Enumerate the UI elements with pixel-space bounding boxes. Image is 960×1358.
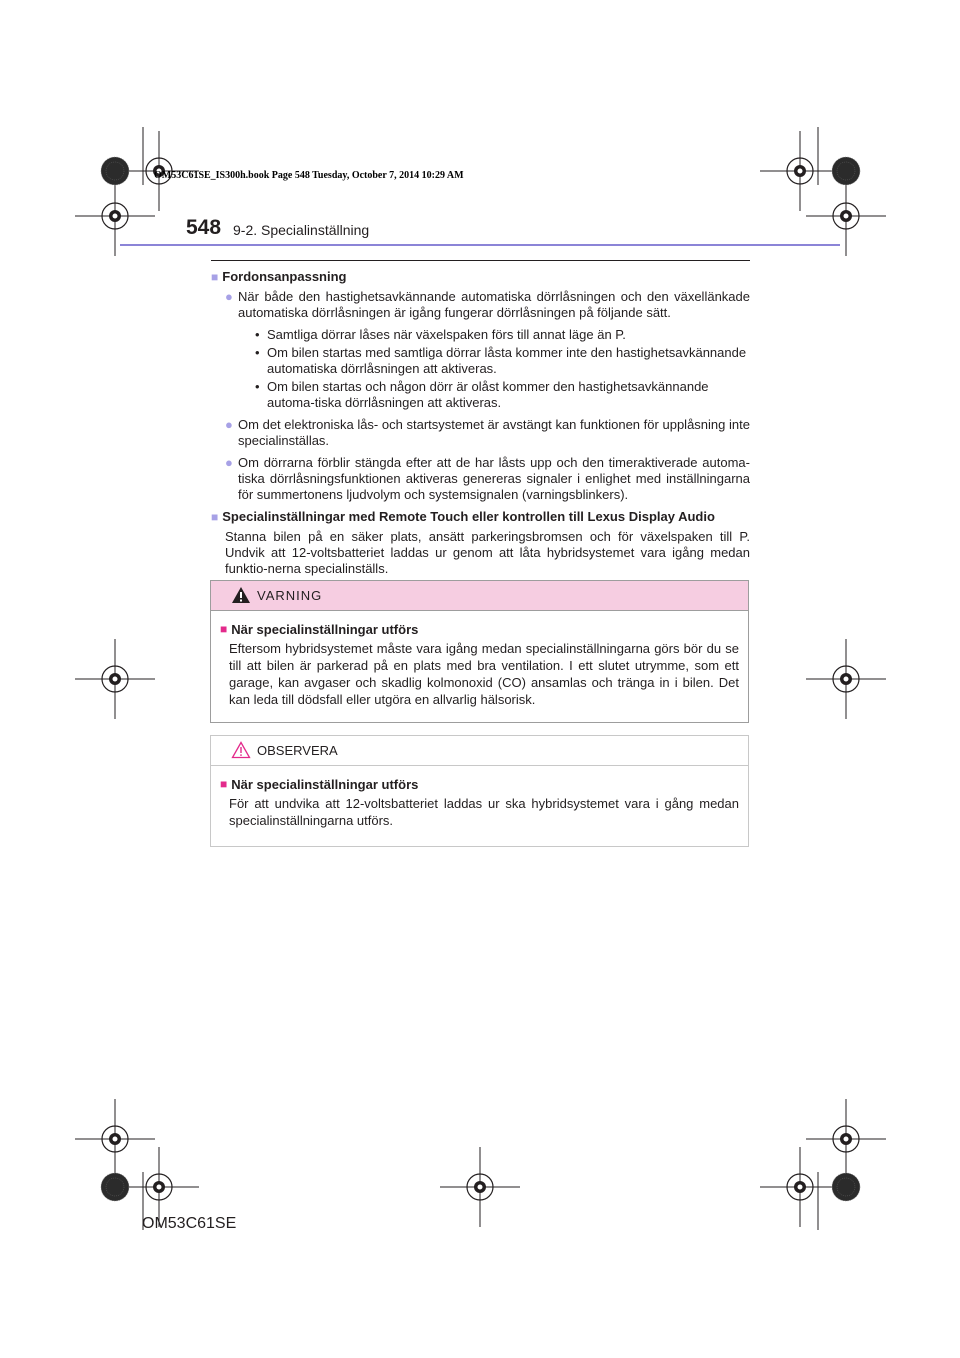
dot-bullet-icon: •: [255, 327, 260, 342]
sub-list-item: • Om bilen startas med samtliga dörrar låsta kommer inte den hastighetsavkännande automatiska dörrlåsningen att aktiveras.: [255, 345, 747, 376]
crop-target-icon: [806, 639, 886, 719]
square-bullet-icon: ■: [211, 270, 219, 284]
circle-bullet-icon: ●: [225, 455, 233, 470]
crop-target-icon: [760, 1147, 840, 1227]
warning-header: [211, 581, 748, 611]
book-file-info: OM53C61SE_IS300h.book Page 548 Tuesday, October 7, 2014 10:29 AM: [154, 170, 464, 181]
warning-text: Eftersom hybridsystemet måste vara igång medan specialinställningarna görs bör du se till att bilen är parkerad på en plats med bra ventilation. I ett slutet utrymme, som ett garage, kan avgaser och skadlig kolmonoxid (CO) ansamlas och tränga in i bilen. Det kan leda till dödsfall eller utgöra en allvarlig hälsorisk.: [229, 641, 739, 707]
section-heading: ■ Specialinställningar med Remote Touch eller kontrollen till Lexus Display Audio: [211, 509, 715, 524]
registration-disc-icon: [101, 1173, 129, 1201]
dot-bullet-icon: •: [255, 345, 260, 360]
square-bullet-icon: ■: [220, 777, 228, 791]
notice-title: OBSERVERA: [257, 743, 338, 758]
notice-heading: ■ När specialinställningar utförs: [220, 777, 419, 792]
crop-target-icon: [75, 1099, 155, 1179]
section-paragraph: Stanna bilen på en säker plats, ansätt parkeringsbromsen och för växelspaken till P. Undvik att 12-voltsbatteriet laddas ur genom att låta hybridsystemet vara igång medan funktio-nerna specialinställs.: [225, 529, 750, 576]
warning-box: [210, 580, 749, 723]
footer-code: OM53C61SE: [142, 1215, 237, 1232]
caution-triangle-icon: [231, 741, 251, 759]
crop-target-icon: [440, 1147, 520, 1227]
content-rule: [211, 260, 750, 261]
page-number: 548: [186, 216, 222, 239]
square-bullet-icon: ■: [220, 622, 228, 636]
list-item: ● Om dörrarna förblir stängda efter att de har låsts upp och den timeraktiverade automa-tiska dörrlåsningsfunktionen aktiveras genereras signaler i enlighet med inställningarna för summertonens ljudvolym och systemsignalen (varningsblinkers).: [225, 455, 750, 502]
section-heading: ■ Fordonsanpassning: [211, 269, 347, 284]
warning-title: VARNING: [257, 588, 323, 603]
sub-list-item: • Om bilen startas och någon dörr är olåst kommer den hastighetsavkännande automa-tiska dörrlåsningen att aktiveras.: [255, 379, 709, 410]
square-bullet-icon: ■: [211, 510, 219, 524]
section-title: 9-2. Specialinställning: [233, 222, 370, 238]
circle-bullet-icon: ●: [225, 289, 233, 304]
warning-heading: ■ När specialinställningar utförs: [220, 622, 419, 637]
crop-target-icon: [806, 1099, 886, 1179]
circle-bullet-icon: ●: [225, 417, 233, 432]
registration-disc-icon: [101, 157, 129, 185]
warning-triangle-icon: [231, 586, 251, 604]
header-rule: [120, 244, 840, 246]
registration-disc-icon: [832, 157, 860, 185]
list-item: ● Om det elektroniska lås- och startsystemet är avstängt kan funktionen för upplåsning inte specialinställas.: [225, 417, 750, 448]
notice-text: För att undvika att 12-voltsbatteriet laddas ur ska hybridsystemet vara i gång medan specialinställningarna utförs.: [229, 796, 739, 828]
sub-list-item: • Samtliga dörrar låses när växelspaken förs till annat läge än P.: [255, 327, 626, 342]
notice-box: [210, 735, 749, 847]
crop-target-icon: [760, 131, 840, 211]
dot-bullet-icon: •: [255, 379, 260, 394]
crop-target-icon: [75, 639, 155, 719]
list-item: ● När både den hastighetsavkännande automatiska dörrlåsningen och den växellänkade automatiska dörrlåsningen är igång fungerar dörrlåsningen på följande sätt.: [225, 289, 750, 320]
registration-disc-icon: [832, 1173, 860, 1201]
main-content: [211, 269, 750, 585]
notice-header: [211, 736, 748, 766]
